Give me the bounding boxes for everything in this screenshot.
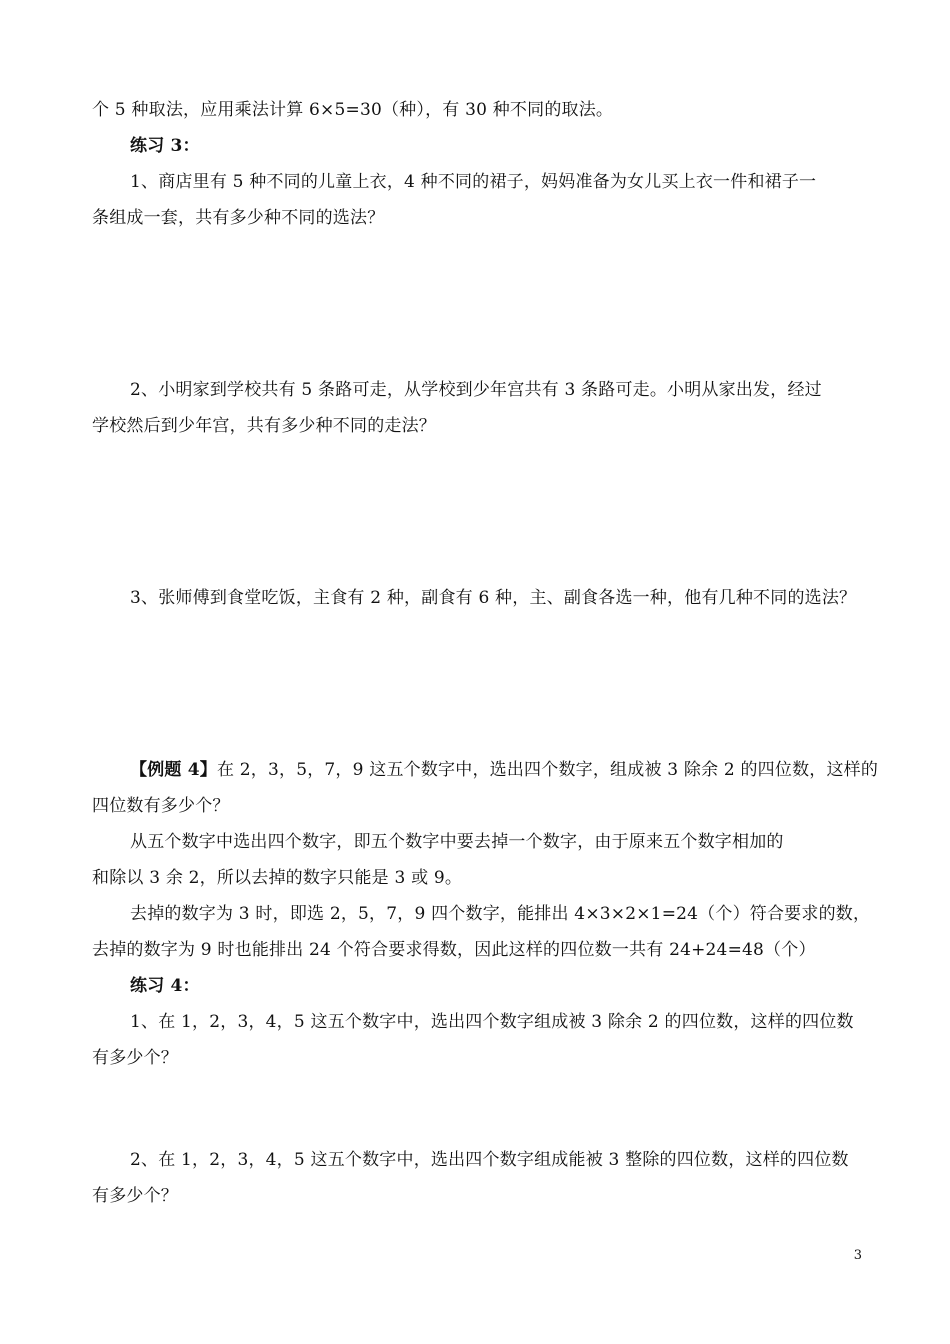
paragraph-line: 个 5 种取法，应用乘法计算 6×5=30（种），有 30 种不同的取法。 bbox=[92, 100, 614, 120]
exercise-3-q3: 3、张师傅到食堂吃饭，主食有 2 种，副食有 6 种，主、副食各选一种，他有几种不同的选法？ bbox=[130, 588, 857, 608]
solution-line-3: 去掉的数字为 3 时，即选 2，5，7，9 四个数字，能排出 4×3×2×1=24（个）符合要求的数， bbox=[130, 904, 871, 924]
exercise-3-heading: 练习 3： bbox=[130, 136, 200, 156]
solution-line-2: 和除以 3 余 2，所以去掉的数字只能是 3 或 9。 bbox=[92, 868, 463, 888]
exercise-4-q1-line-1: 1、在 1，2，3，4，5 这五个数字中，选出四个数字组成被 3 除余 2 的四位数，这样的四位数 bbox=[130, 1012, 854, 1032]
exercise-3-q2-line-1: 2、小明家到学校共有 5 条路可走，从学校到少年宫共有 3 条路可走。小明从家出发，经过 bbox=[130, 380, 822, 400]
exercise-4-heading: 练习 4： bbox=[130, 976, 200, 996]
example-4-line-2: 四位数有多少个？ bbox=[92, 796, 230, 816]
solution-line-4: 去掉的数字为 9 时也能排出 24 个符合要求得数，因此这样的四位数一共有 24+24=48（个） bbox=[92, 940, 816, 960]
example-4-text: 在 2，3，5，7，9 这五个数字中，选出四个数字，组成被 3 除余 2 的四位数，这样的 bbox=[216, 760, 879, 780]
exercise-3-q1-line-1: 1、商店里有 5 种不同的儿童上衣，4 种不同的裙子，妈妈准备为女儿买上衣一件和裙子一 bbox=[130, 172, 817, 192]
example-4-label: 【例题 4】 bbox=[130, 760, 217, 780]
exercise-3-q2-line-2: 学校然后到少年宫，共有多少种不同的走法？ bbox=[92, 416, 436, 436]
exercise-4-q1-line-2: 有多少个？ bbox=[92, 1048, 178, 1068]
solution-line-1: 从五个数字中选出四个数字，即五个数字中要去掉一个数字，由于原来五个数字相加的 bbox=[130, 832, 784, 852]
page-number: 3 bbox=[853, 1248, 862, 1263]
example-4-line-1 bbox=[130, 758, 878, 782]
exercise-4-q2-line-2: 有多少个？ bbox=[92, 1186, 178, 1206]
exercise-3-q1-line-2: 条组成一套，共有多少种不同的选法？ bbox=[92, 208, 385, 228]
exercise-4-q2-line-1: 2、在 1，2，3，4，5 这五个数字中，选出四个数字组成能被 3 整除的四位数，这样的四位数 bbox=[130, 1150, 849, 1170]
